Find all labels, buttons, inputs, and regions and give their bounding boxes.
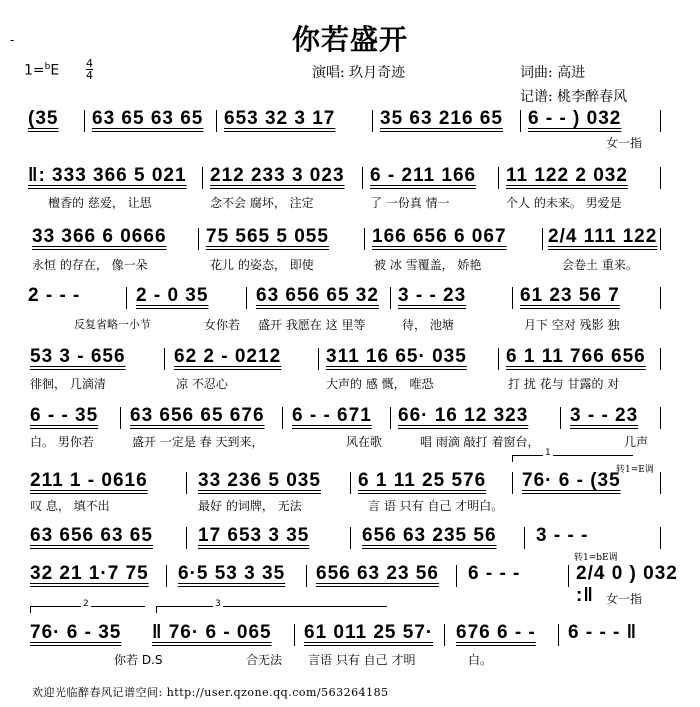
barline [660, 228, 661, 250]
key-change-note: 转1=E调 [616, 465, 654, 475]
lyric: 会卷土 重来。 [562, 258, 638, 272]
volta-bracket-3 [156, 599, 387, 613]
measure: 2 - 0 35 [136, 285, 209, 306]
singer-credit: 演唱: 玖月奇迹 [312, 65, 406, 81]
lyric: 几声 [624, 435, 649, 449]
barline [216, 110, 217, 132]
lyric: 凉 不忍心 [176, 377, 228, 391]
lyric: 盛开 一定是 春 天到来， [132, 435, 264, 449]
barline [660, 527, 661, 549]
measure: 6 1 11 25 576 [358, 470, 487, 491]
lyric: 被 冰 雪覆盖， 娇艳 [374, 258, 482, 272]
lyric: 你若 D.S [114, 653, 163, 667]
measure: 2/4 111 122 [548, 226, 658, 247]
barline [524, 527, 525, 549]
barline [512, 287, 513, 309]
measure: 6 1 11 766 656 [506, 346, 646, 367]
measure: 76· 6 - 35 [30, 622, 122, 643]
measure: 211 1 - 0616 [30, 470, 148, 491]
barline [542, 228, 543, 250]
score-row-6 [28, 405, 688, 431]
lyric: 风在歌 [346, 435, 383, 449]
transcriber-credit: 记谱: 桃李醉春风 [520, 89, 628, 105]
barline [660, 348, 661, 370]
measure: 33 236 5 035 [198, 470, 321, 491]
barline [390, 287, 391, 309]
lyric: 白。 [468, 653, 493, 667]
measure: 653 32 3 17 [224, 108, 336, 129]
volta-bracket-2 [30, 599, 145, 613]
lyric: 徘徊， 几滴清 [30, 377, 106, 391]
barline [120, 407, 121, 429]
score-row-5 [28, 346, 688, 372]
lyric: 念不会 腐坏， 注定 [210, 196, 314, 210]
measure: 6 - - 671 [292, 405, 372, 426]
key-signature [24, 62, 59, 79]
measure: ‖ 76· 6 - 065 [152, 622, 272, 643]
part-annotation: 女一指 [606, 136, 643, 150]
measure: (35 [28, 108, 59, 129]
volta-number: 2 [83, 599, 89, 609]
measure: 676 6 - - [456, 622, 536, 643]
barline [350, 472, 351, 494]
barline [660, 110, 661, 132]
measure: 63 656 65 32 [256, 285, 379, 306]
barline [166, 565, 167, 587]
part-annotation: 女一指 [606, 592, 643, 606]
barline [306, 565, 307, 587]
measure: 656 63 23 56 [316, 563, 439, 584]
lyric: 待， 池塘 [402, 318, 454, 332]
lyric: 月下 空对 残影 独 [524, 318, 620, 332]
measure: 6 - 211 166 [370, 165, 477, 186]
lyric: 合无法 [246, 653, 283, 667]
margin-dash: - [10, 33, 15, 47]
barline [568, 565, 569, 587]
measure: 3 - - 23 [570, 405, 639, 426]
score-row-8 [28, 525, 688, 551]
key-label: 1= [24, 62, 45, 79]
lyric: 言 语 只有 自己 才明白。 [368, 499, 504, 513]
barline [364, 228, 365, 250]
barline [660, 167, 661, 189]
time-signature [86, 58, 93, 81]
measure: 311 16 65· 035 [326, 346, 467, 367]
barline [444, 624, 445, 646]
measure: 75 565 5 055 [206, 226, 329, 247]
score-row-3 [28, 226, 688, 252]
barline [498, 167, 499, 189]
barline [498, 348, 499, 370]
segno-barline [246, 287, 247, 309]
lyric: 打 扰 花与 甘露的 对 [508, 377, 620, 391]
lyric: 唱 雨滴 敲打 着窗台， [420, 435, 540, 449]
barline [660, 407, 661, 429]
barline [186, 472, 187, 494]
measure: 63 656 65 676 [130, 405, 265, 426]
barline [560, 407, 561, 429]
lyric: 最好 的词牌， 无法 [198, 499, 302, 513]
measure: 62 2 - 0212 [174, 346, 282, 367]
key-note: E [50, 62, 60, 79]
measure: 166 656 6 067 [372, 226, 507, 247]
lyric: 女你若 [204, 318, 241, 332]
barline [294, 624, 295, 646]
volta-bracket-1 [512, 448, 633, 462]
song-title: 你若盛开 [291, 23, 408, 56]
measure: 61 23 56 7 [520, 285, 620, 306]
measure: 212 233 3 023 [210, 165, 345, 186]
score-row-1 [28, 108, 688, 134]
measure: 3 - - 23 [398, 285, 467, 306]
barline [558, 624, 559, 646]
measure: 2 - - - [28, 285, 81, 306]
barline [456, 565, 457, 587]
measure: 11 122 2 032 [506, 165, 628, 186]
measure: ‖: 333 366 5 021 [28, 165, 187, 186]
lyric: 白。 男你若 [30, 435, 94, 449]
lyric: 言语 只有 自己 才明 [308, 653, 416, 667]
barline [282, 407, 283, 429]
measure: 6 - - - ‖ [568, 622, 638, 643]
barline [350, 527, 351, 549]
barline [198, 228, 199, 250]
flat-symbol: b [44, 62, 51, 72]
measure: 6 - - - [468, 563, 521, 584]
key-change-note: 转1=bE调 [574, 553, 618, 563]
lyric: 花儿 的姿态， 即使 [210, 258, 314, 272]
barline [202, 167, 203, 189]
measure: 6·5 53 3 35 [178, 563, 286, 584]
footer-link-text: 欢迎光临醉春风记谱空间: http://user.qzone.qq.com/563264185 [32, 686, 389, 699]
measure: 656 63 235 56 [362, 525, 497, 546]
time-bottom: 4 [86, 69, 93, 82]
lyric: 盛开 我愿在 这 里等 [258, 318, 366, 332]
barline [512, 472, 513, 494]
barline [390, 407, 391, 429]
measure: 33 366 6 0666 [32, 226, 167, 247]
barline [164, 348, 165, 370]
lyric: 檀香的 慈爱， 让思 [48, 196, 152, 210]
barline [362, 167, 363, 189]
measure: 53 3 - 656 [30, 346, 126, 367]
barline [660, 472, 661, 494]
repeat-note: 反复省略一小节 [74, 318, 151, 331]
measure: 6 - - ) 032 [528, 108, 622, 129]
measure: 32 21 1·7 75 [30, 563, 149, 584]
volta-number: 1 [545, 448, 551, 458]
composer-credit: 词曲: 高进 [520, 65, 586, 81]
measure: 76· 6 - (35 [522, 470, 621, 491]
barline [126, 287, 127, 309]
barline [372, 110, 373, 132]
lyric: 了 一份真 情一 [370, 196, 450, 210]
lyric: 个人 的未来。 男爱是 [506, 196, 622, 210]
measure: 63 65 63 65 [92, 108, 204, 129]
measure: 35 63 216 65 [380, 108, 503, 129]
measure: 3 - - - [536, 525, 589, 546]
barline [520, 110, 521, 132]
time-top: 4 [86, 57, 93, 70]
measure: 2/4 0 ) 032 :‖ [576, 563, 678, 606]
lyric: 叹 息， 填不出 [30, 499, 110, 513]
score-row-4 [28, 285, 688, 311]
measure: 63 656 63 65 [30, 525, 153, 546]
score-row-10 [28, 622, 688, 648]
measure: 6 - - 35 [30, 405, 99, 426]
barline [318, 348, 319, 370]
volta-number: 3 [215, 599, 221, 609]
measure: 66· 16 12 323 [398, 405, 529, 426]
barline [186, 527, 187, 549]
barline [660, 287, 661, 309]
score-row-7 [28, 470, 688, 496]
lyric: 永恒 的存在， 像一朵 [32, 258, 148, 272]
lyric: 大声的 感 慨， 唯恐 [326, 377, 434, 391]
score-row-2 [28, 165, 688, 191]
measure: 61 011 25 57· [304, 622, 434, 643]
barline [84, 110, 85, 132]
measure: 17 653 3 35 [198, 525, 310, 546]
